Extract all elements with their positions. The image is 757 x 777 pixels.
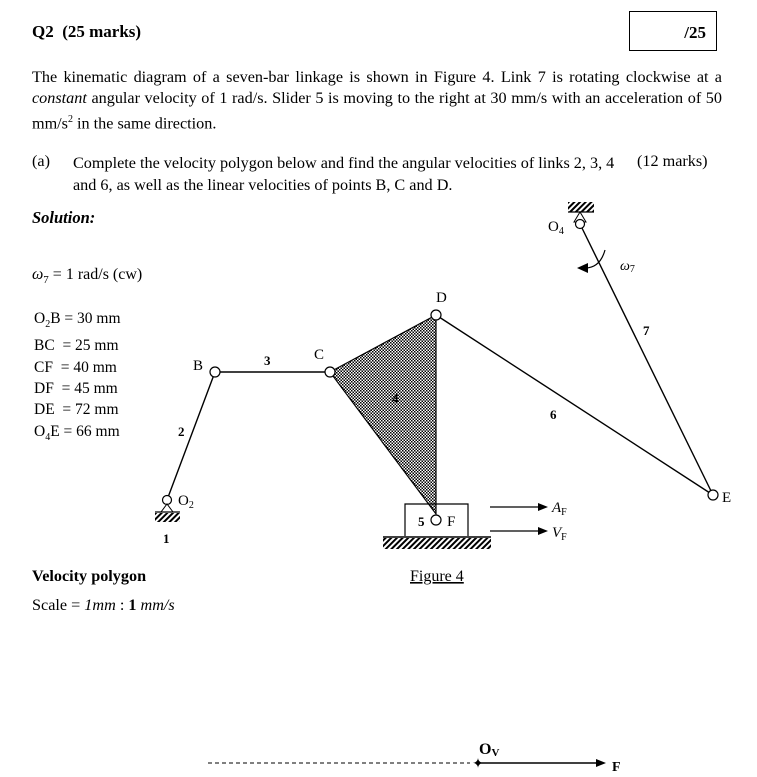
label-link-5: 5 [418,514,425,529]
dimension-cf: CF = 40 mm [34,358,117,376]
joint-o4 [576,220,585,229]
dimension-o4e: $O_4E = 66$ mm [34,422,120,443]
link-6 [436,315,713,495]
ground-o2 [155,513,180,522]
ground-slider [383,538,491,549]
label-velocity: $V_F$ [552,525,567,543]
label-link-1: 1 [163,531,170,546]
label-link-7: 7 [643,323,650,338]
part-a-label: (a) [32,152,50,170]
omega-value: = 1 rad/s (cw) [48,266,143,283]
label-b: B [193,358,204,374]
label-link-3: 3 [264,353,271,368]
label-accel: $A_F$ [552,500,567,518]
label-link-6: 6 [550,407,557,422]
link-4-triangle [330,315,436,514]
problem-text-superscript: 2 [67,114,73,125]
part-a-marks: (12 marks) [637,152,708,170]
omega7-arrowhead [577,263,588,273]
problem-text-emphasis: constant [32,89,87,107]
joint-c [325,367,335,377]
label-link-2: 2 [178,424,185,439]
solution-heading: Solution: [32,208,96,227]
link-7 [580,224,713,495]
joint-d [431,310,441,320]
problem-text-1: The kinematic diagram of a seven-bar linkage is shown in Figure 4. Link 7 is rotating clockwise at a [32,68,722,86]
pivot-o2 [161,504,173,512]
label-o2: $O_2$ [178,493,194,511]
joint-f [431,515,441,525]
omega-symbol: ω [32,266,44,283]
velocity-polygon-scale: Scale = 1mm : 1 mm/s [32,596,175,614]
velocity-origin-marker: ✦ [472,757,484,772]
label-c: C [314,347,325,363]
joint-e [708,490,718,500]
label-o4: $O_4$ [548,219,564,237]
label-e: E [722,490,732,506]
velocity-polygon-title: Velocity polygon [32,567,147,585]
label-f: F [447,514,456,530]
dimension-de: DE = 72 mm [34,401,119,419]
velocity-origin-label: OV [479,741,500,759]
joint-o2 [163,496,172,505]
link-2 [167,372,215,500]
label-d: D [436,290,447,306]
figure-caption: Figure 4 [410,568,464,585]
dimension-df: DF = 45 mm [34,379,118,397]
velocity-f-label: F [612,760,621,775]
question-marks: (25 marks) [62,22,142,41]
omega-subscript: 7 [43,274,49,287]
joint-b [210,367,220,377]
score-box-total: /25 [684,23,706,42]
dimension-bc: BC = 25 mm [34,337,119,355]
problem-text-3: in the same direction. [72,114,217,133]
dimension-o2b: $O_2B = 30$ mm [34,310,121,331]
problem-text-2: angular velocity of 1 rad/s. Slider 5 is moving to the right at 30 mm/s with an acceleration of 50 mm/s [32,89,722,133]
part-a-text: Complete the velocity polygon below and find the angular velocities of links 2, 3, 4 and 6, as well as the linear velocities of points B, C and D. [73,154,615,194]
label-omega7: ω7 [620,259,635,275]
label-link-4: 4 [392,391,399,406]
question-number: Q2 [32,22,54,41]
ground-o4 [568,202,594,212]
velocity-polygon-arrowhead [596,759,606,767]
